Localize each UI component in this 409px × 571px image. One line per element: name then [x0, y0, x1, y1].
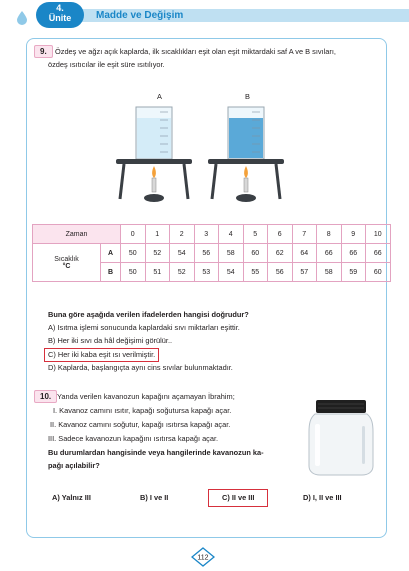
- option-a[interactable]: A) Isıtma işlemi sonucunda kaplardaki sıvı miktarları eşittir.: [48, 323, 240, 332]
- unit-label: °C: [62, 262, 71, 270]
- temperature-table: [32, 224, 391, 282]
- table-cell: 66: [341, 244, 366, 263]
- table-cell: 8: [317, 225, 342, 244]
- table-cell: 6: [268, 225, 293, 244]
- option-d[interactable]: D) Kaplarda, başlangıçta aynı cins sıvılar bulunmaktadır.: [48, 363, 233, 372]
- question-10-prompt-line2: pağı açılabilir?: [48, 461, 100, 470]
- temperature-label: Sıcaklık: [54, 255, 79, 263]
- table-cell: 55: [243, 263, 268, 282]
- jar-lid: [316, 400, 366, 413]
- choice-d[interactable]: D) I, II ve III: [303, 493, 342, 502]
- table-cell: 3: [194, 225, 219, 244]
- statement-iii: III. Sadece kavanozun kapağını ısıtırsa kapağı açar.: [48, 434, 219, 443]
- row-a-label: A: [101, 244, 121, 263]
- beaker-a-label: A: [157, 92, 162, 101]
- statement-i: I. Kavanoz camını ısıtır, kapağı soğutursa kapağı açar.: [53, 406, 232, 415]
- choice-c-correct[interactable]: C) II ve III: [208, 489, 268, 507]
- stand-b: [208, 159, 284, 202]
- table-cell: 53: [194, 263, 219, 282]
- question-9-text-line1: Özdeş ve ağzı açık kaplarda, ilk sıcaklıkları eşit olan eşit miktardaki saf A ve B sıvıları,: [55, 47, 336, 56]
- statement-ii: II. Kavanoz camını soğutur, kapağı ısıtırsa kapağı açar.: [50, 420, 231, 429]
- table-cell: 60: [243, 244, 268, 263]
- table-row: [33, 225, 391, 244]
- table-cell: 10: [366, 225, 391, 244]
- table-cell: 52: [170, 263, 195, 282]
- table-cell: 58: [317, 263, 342, 282]
- option-c-correct[interactable]: C) Her iki kaba eşit ısı verilmiştir.: [44, 348, 159, 362]
- table-cell: 7: [292, 225, 317, 244]
- glass-jar-illustration: [306, 398, 376, 476]
- beaker-a: [136, 107, 172, 159]
- table-cell: 0: [121, 225, 146, 244]
- table-cell: 51: [145, 263, 170, 282]
- question-9-number: 9.: [34, 45, 53, 58]
- table-cell: 2: [170, 225, 195, 244]
- unit-label: Ünite: [48, 13, 72, 23]
- row-b-label: B: [101, 263, 121, 282]
- water-drop-icon: [14, 10, 30, 26]
- stand-a: [116, 159, 192, 202]
- beaker-b-label: B: [245, 92, 250, 101]
- unit-title: Madde ve Değişim: [96, 10, 184, 21]
- question-9-text-line2: özdeş ısıtıcılar ile eşit süre ısıtılıyor.: [48, 60, 165, 69]
- question-10-prompt-line1: Bu durumlardan hangisinde veya hangilerinde kavanozun ka-: [48, 448, 264, 457]
- table-cell: 4: [219, 225, 244, 244]
- table-cell: 64: [292, 244, 317, 263]
- table-cell: 59: [341, 263, 366, 282]
- table-cell: 9: [341, 225, 366, 244]
- table-cell: 54: [170, 244, 195, 263]
- table-cell: 54: [219, 263, 244, 282]
- table-header-label: Zaman: [33, 225, 121, 244]
- choice-a[interactable]: A) Yalnız III: [52, 493, 91, 502]
- unit-badge: [36, 2, 84, 28]
- temperature-row-label: [33, 244, 101, 282]
- question-10-number: 10.: [34, 390, 57, 403]
- table-row: [33, 244, 391, 263]
- table-cell: 1: [145, 225, 170, 244]
- table-cell: 57: [292, 263, 317, 282]
- table-cell: 56: [268, 263, 293, 282]
- table-cell: 5: [243, 225, 268, 244]
- table-cell: 50: [121, 244, 146, 263]
- table-cell: 66: [366, 244, 391, 263]
- beaker-b: [228, 107, 264, 159]
- table-cell: 56: [194, 244, 219, 263]
- heating-setup-illustration: [110, 104, 310, 208]
- option-b[interactable]: B) Her iki sıvı da hâl değişimi görülür..: [48, 336, 173, 345]
- question-9-prompt: Buna göre aşağıda verilen ifadelerden hangisi doğrudur?: [48, 310, 249, 319]
- choice-b[interactable]: B) I ve II: [140, 493, 169, 502]
- unit-header: [0, 0, 409, 30]
- table-cell: 58: [219, 244, 244, 263]
- table-cell: 62: [268, 244, 293, 263]
- table-cell: 66: [317, 244, 342, 263]
- table-cell: 60: [366, 263, 391, 282]
- unit-number: 4.: [56, 3, 64, 13]
- page-number-badge: [191, 547, 215, 567]
- table-cell: 50: [121, 263, 146, 282]
- question-10-intro: Yanda verilen kavanozun kapağını açamayan İbrahim;: [57, 392, 235, 401]
- table-cell: 52: [145, 244, 170, 263]
- page-number: 112: [197, 554, 209, 562]
